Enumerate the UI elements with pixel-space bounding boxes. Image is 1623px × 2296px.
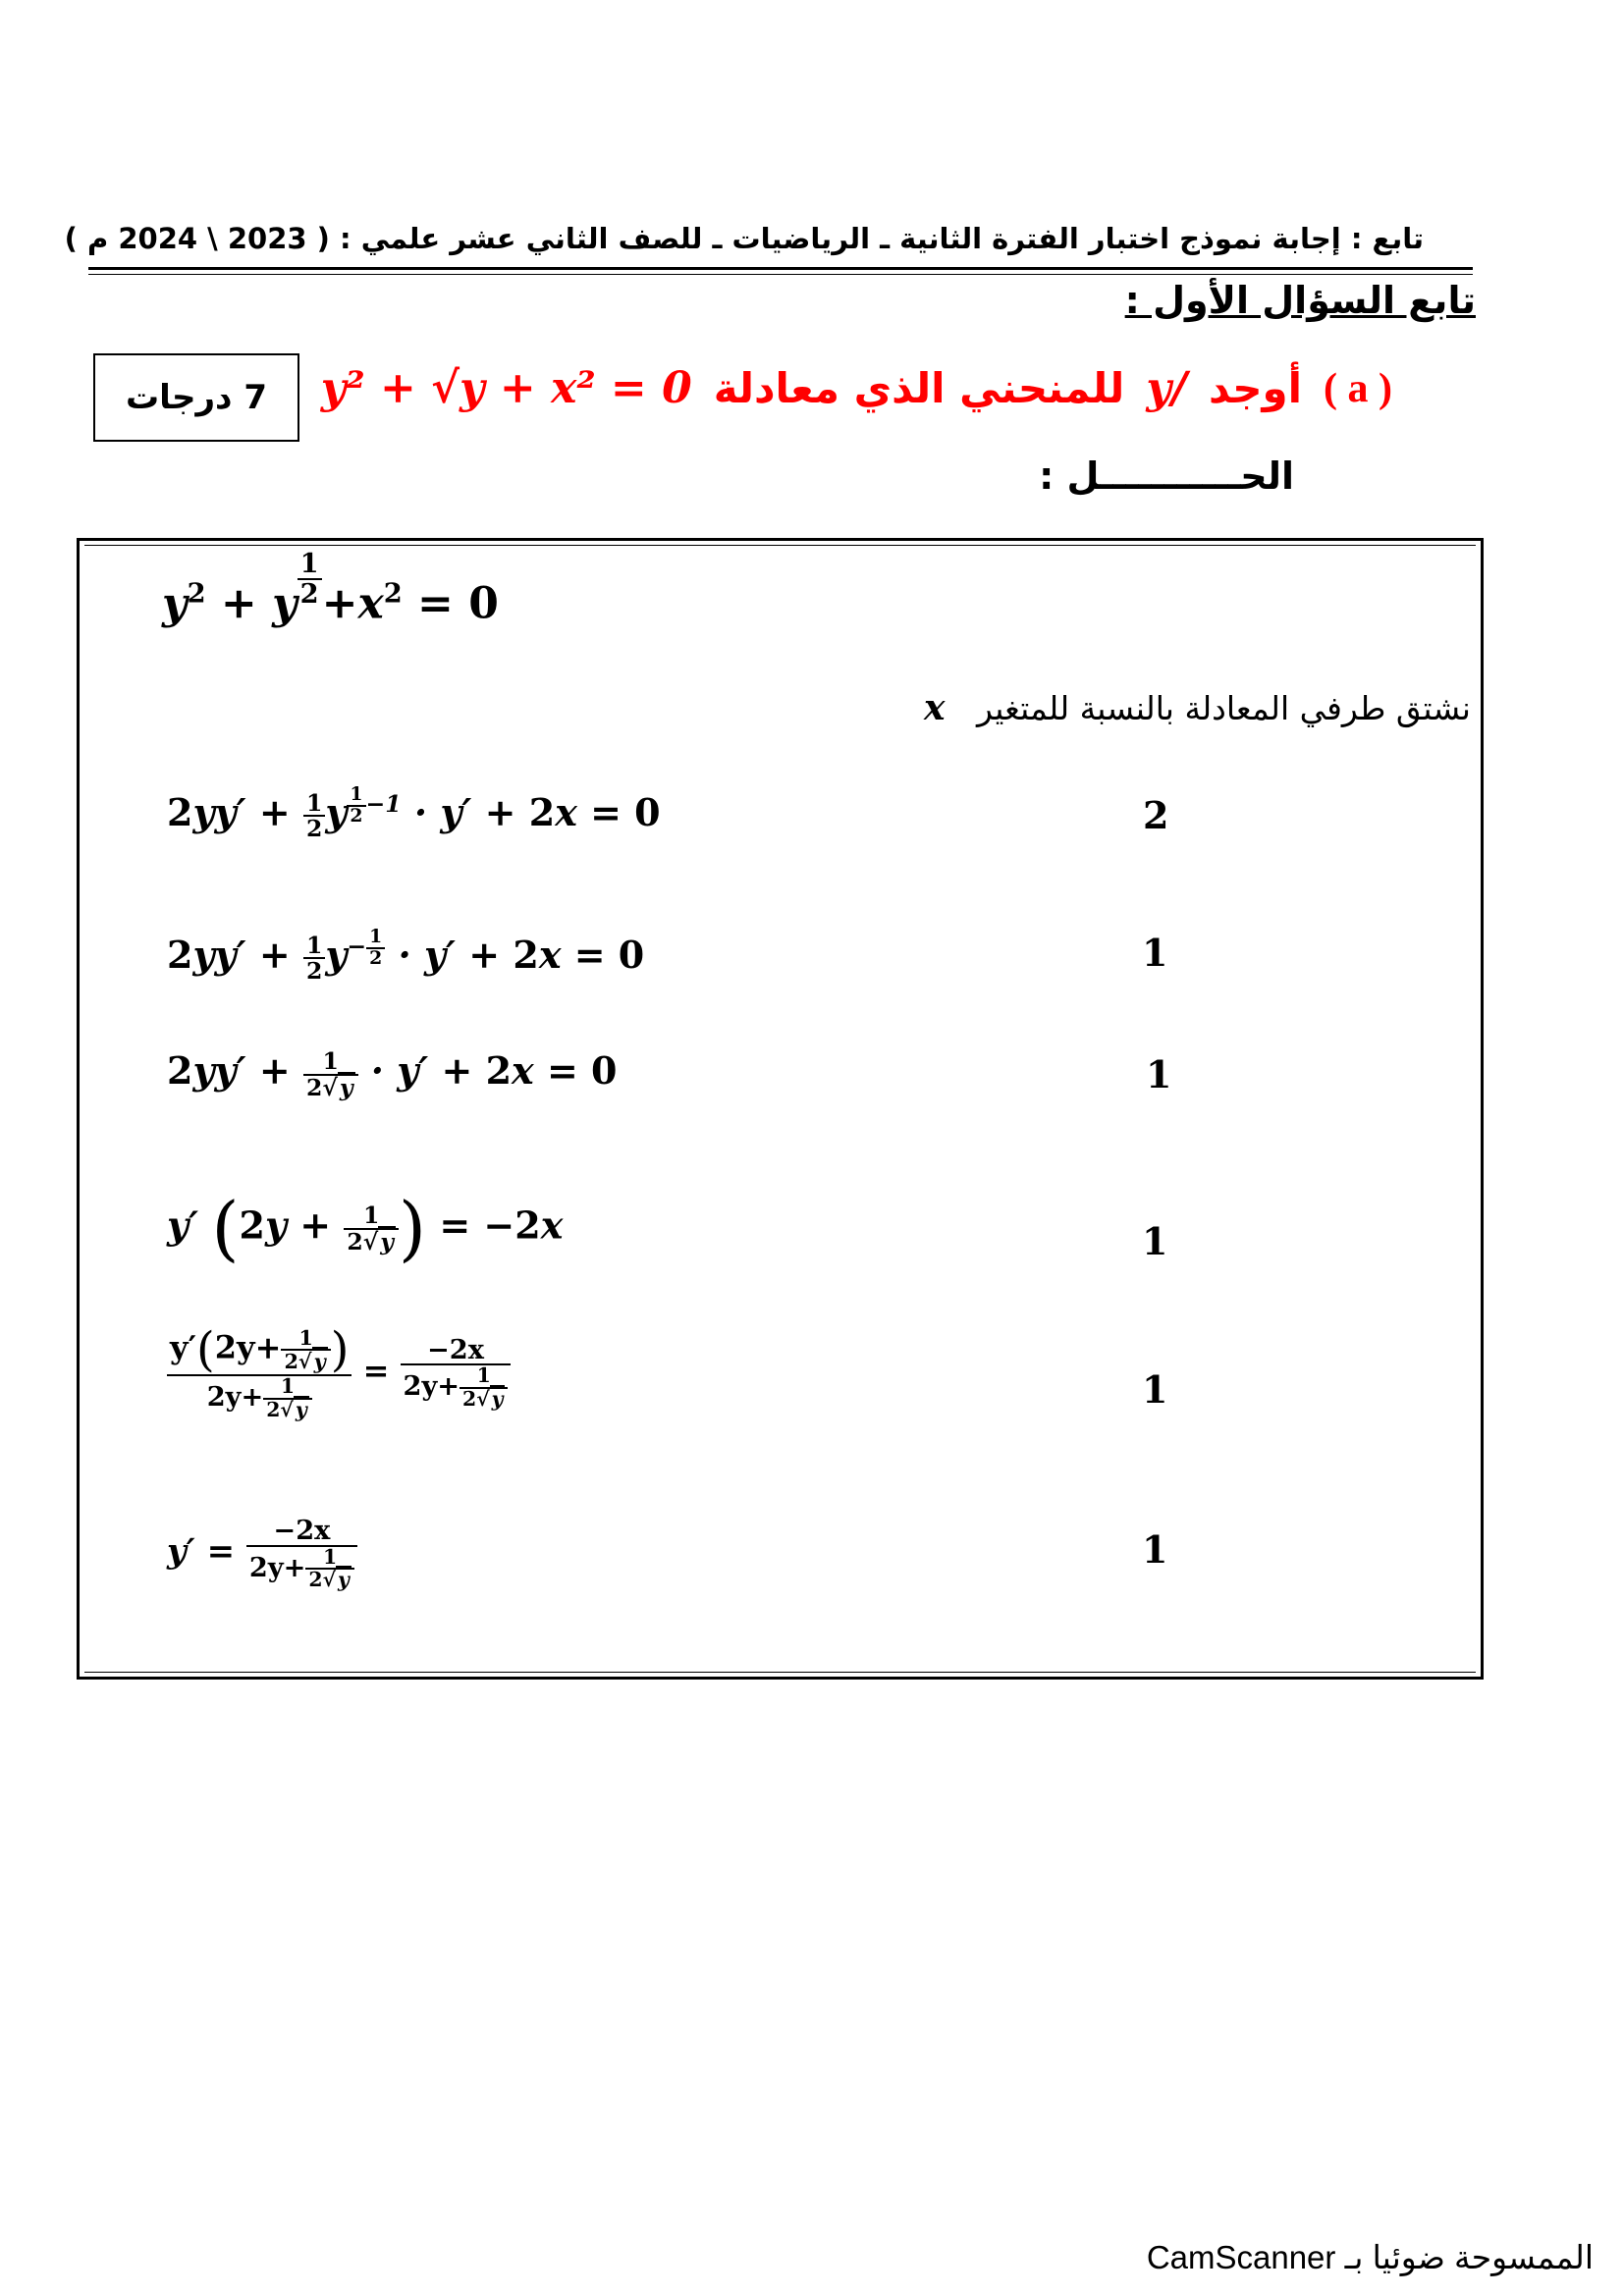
mark-step-1: 2 [1143, 793, 1169, 837]
step-5: y′(2y+ $\frac{1}{2√y}$ ) 2y+ $\frac{1}{2√y}$ = −2x 2y+ $\frac{1}{2√y}$ [167, 1325, 511, 1420]
prompt-text: للمنحني الذي معادلة [713, 364, 1125, 412]
camscanner-watermark: الممسوحة ضوئيا بـ CamScanner [1146, 2239, 1594, 2275]
question-equation [321, 363, 692, 413]
mark-step-5: 1 [1142, 1367, 1168, 1412]
section-title: تابع السؤال الأول : [1124, 279, 1476, 322]
question-label: ( a ) [1324, 365, 1392, 411]
mark-step-3: 1 [1146, 1052, 1172, 1096]
mark-step-4: 1 [1142, 1219, 1168, 1263]
header-rule-thin [88, 274, 1473, 275]
step-3: 2yy′ + $\frac{1}{2√y}$ · y′ + 2x = 0 [167, 1046, 618, 1101]
differentiate-phrase: نشتق طرفي المعادلة بالنسبة للمتغير [977, 689, 1471, 727]
score-box [93, 353, 299, 442]
header-rule-thick [88, 267, 1473, 270]
step-1: 2yy′ + $\frac{1}{2}$ y $^{\frac{1}{2} -1}$ · y′ + 2x = 0 [167, 783, 661, 843]
mark-step-2: 1 [1142, 931, 1168, 975]
header-title: تابع : إجابة نموذج اختبار الفترة الثانية ـ الرياضيات ـ للصف الثاني عشر علمي : ( 2023 \ 2024 م ) [64, 222, 1424, 255]
step-2: 2yy′ + $\frac{1}{2}$ $y^{- \frac{1}{2}}$ · y′ + 2x = 0 [167, 926, 645, 986]
rewrite-equation: $y^2 + y$ $^{\frac{1}{2}}$ $+x^2 = 0$ [162, 548, 499, 629]
step-6: y′ = −2x 2y+ $\frac{1}{2√y}$ [167, 1517, 357, 1590]
score-box-text: 7 درجات [126, 378, 267, 417]
differentiate-var: x [924, 687, 946, 728]
question-equation-lhs: y² + √y + x² = 0 [320, 363, 692, 413]
differentiate-text [924, 687, 1471, 728]
solution-label: الحـــــــــــل : [1039, 454, 1294, 498]
question-line [321, 363, 1392, 413]
mark-step-6: 1 [1142, 1527, 1168, 1572]
prompt-y: y/ [1146, 363, 1187, 413]
step-4: y′ (2y + $\frac{1}{2√y}$ ) = −2x [167, 1188, 564, 1270]
prompt-find: أوجد [1208, 364, 1302, 412]
